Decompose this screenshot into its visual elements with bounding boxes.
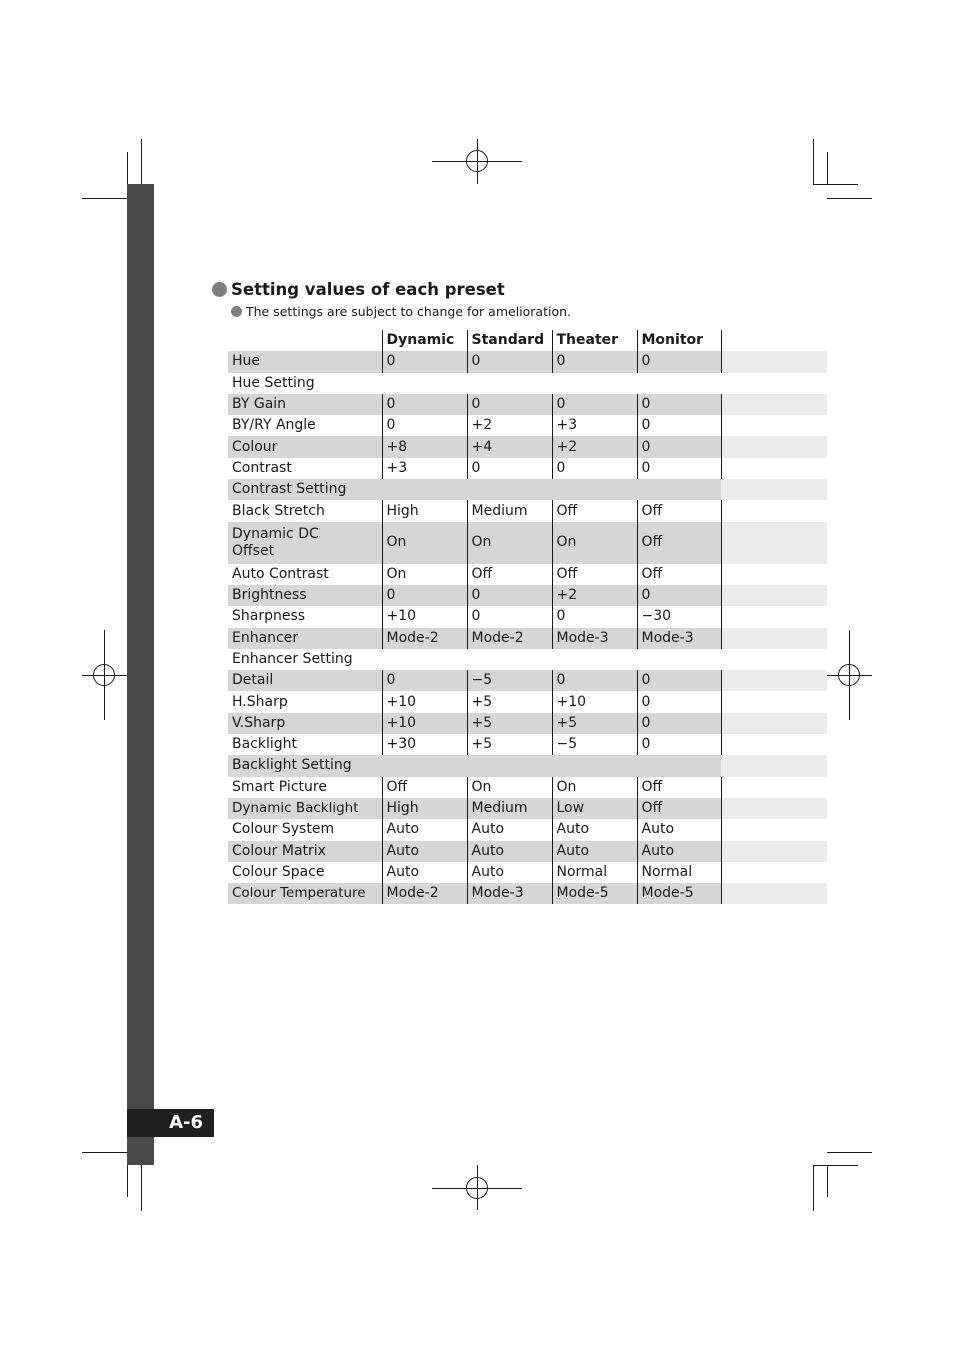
cell: +5 [467, 713, 552, 734]
cell: 0 [552, 458, 637, 479]
table-row [228, 691, 827, 712]
column-header: Monitor [637, 330, 721, 351]
cell: 0 [637, 670, 721, 691]
cell: +10 [382, 713, 467, 734]
cell: 0 [637, 713, 721, 734]
row-label: Smart Picture [228, 777, 382, 798]
cell: +30 [382, 734, 467, 755]
cell: +10 [382, 606, 467, 627]
cell: Off [637, 564, 721, 585]
row-label: Enhancer [228, 628, 382, 649]
cell: Normal [552, 862, 637, 883]
cell: 0 [467, 351, 552, 372]
cell: Mode-3 [637, 628, 721, 649]
table-row [228, 628, 827, 649]
cell: Normal [637, 862, 721, 883]
cell: −30 [637, 606, 721, 627]
cell: 0 [382, 351, 467, 372]
cell: On [382, 564, 467, 585]
bullet-icon [212, 282, 227, 297]
table-row [228, 883, 827, 904]
row-label: Sharpness [228, 606, 382, 627]
table-row [228, 777, 827, 798]
table-row [228, 585, 827, 606]
cell: Medium [467, 500, 552, 521]
table-row [228, 373, 827, 394]
table-row [228, 755, 827, 776]
column-header: Theater [552, 330, 637, 351]
cell: Auto [382, 819, 467, 840]
section-heading-text: Setting values of each preset [231, 280, 505, 299]
table-row [228, 649, 827, 670]
cell: Off [637, 522, 721, 564]
cell: Off [637, 798, 721, 819]
table-row [228, 415, 827, 436]
row-label: Colour System [228, 819, 382, 840]
cell: +5 [552, 713, 637, 734]
cell: Auto [467, 841, 552, 862]
cell: Off [552, 500, 637, 521]
row-label: BY/RY Angle [228, 415, 382, 436]
cell: Auto [637, 819, 721, 840]
cell: Off [467, 564, 552, 585]
cell: −5 [552, 734, 637, 755]
table-row [228, 564, 827, 585]
table-row [228, 479, 827, 500]
row-label: Contrast Setting [228, 479, 721, 500]
cell: +5 [467, 734, 552, 755]
cell: 0 [637, 351, 721, 372]
table-row [228, 841, 827, 862]
cell: Off [382, 777, 467, 798]
cell: Mode-2 [382, 628, 467, 649]
table-row [228, 713, 827, 734]
cell: Mode-3 [552, 628, 637, 649]
cell: 0 [637, 394, 721, 415]
cell: Off [552, 564, 637, 585]
table-row [228, 522, 827, 564]
preset-table [228, 330, 827, 904]
cell: −5 [467, 670, 552, 691]
table-row [228, 351, 827, 372]
cell: On [552, 777, 637, 798]
row-label: Brightness [228, 585, 382, 606]
table-row [228, 670, 827, 691]
row-label: Contrast [228, 458, 382, 479]
cell: +2 [467, 415, 552, 436]
table-row [228, 458, 827, 479]
cell: Mode-2 [467, 628, 552, 649]
bullet-icon [231, 306, 242, 317]
cell: +2 [552, 585, 637, 606]
row-label: Backlight [228, 734, 382, 755]
cell: Auto [467, 819, 552, 840]
table-row [228, 606, 827, 627]
note-text: The settings are subject to change for amelioration. [246, 304, 572, 319]
row-label: Hue Setting [232, 374, 315, 391]
cell: 0 [382, 394, 467, 415]
table-row [228, 798, 827, 819]
cell: +3 [382, 458, 467, 479]
row-label: Colour Space [228, 862, 382, 883]
row-label: H.Sharp [228, 691, 382, 712]
cell: 0 [637, 436, 721, 457]
cell: 0 [637, 458, 721, 479]
cell: Mode-2 [382, 883, 467, 904]
cell: 0 [552, 394, 637, 415]
cell: 0 [552, 670, 637, 691]
cell: 0 [467, 458, 552, 479]
section-heading [212, 279, 505, 301]
row-label: Colour Temperature [228, 883, 382, 904]
cell: +8 [382, 436, 467, 457]
cell: +5 [467, 691, 552, 712]
cell: On [382, 522, 467, 564]
row-label: Colour Matrix [228, 841, 382, 862]
cell: 0 [467, 394, 552, 415]
cell: Off [637, 500, 721, 521]
cell: High [382, 500, 467, 521]
row-label: V.Sharp [228, 713, 382, 734]
table-row [228, 394, 827, 415]
cell: 0 [382, 585, 467, 606]
table-row [228, 819, 827, 840]
row-label: Dynamic Backlight [228, 798, 382, 819]
column-header: Dynamic [382, 330, 467, 351]
cell: Mode-3 [467, 883, 552, 904]
row-label: Detail [228, 670, 382, 691]
cell: Off [637, 777, 721, 798]
cell: Auto [637, 841, 721, 862]
cell: +4 [467, 436, 552, 457]
row-label: Black Stretch [228, 500, 382, 521]
table-row [228, 500, 827, 521]
cell: Medium [467, 798, 552, 819]
cell: Mode-5 [637, 883, 721, 904]
side-bar [127, 184, 154, 1165]
cell: 0 [637, 415, 721, 436]
cell: 0 [382, 670, 467, 691]
cell: Mode-5 [552, 883, 637, 904]
cell: +10 [382, 691, 467, 712]
header-blank [228, 330, 382, 351]
cell: Auto [552, 819, 637, 840]
row-label: Backlight Setting [228, 755, 721, 776]
table-header-row [228, 330, 827, 351]
cell: 0 [637, 734, 721, 755]
cell: 0 [552, 606, 637, 627]
cell: 0 [467, 606, 552, 627]
cell: +2 [552, 436, 637, 457]
cell: On [467, 522, 552, 564]
cell: 0 [552, 351, 637, 372]
page-number-tab: A-6 [127, 1109, 214, 1137]
cell: 0 [382, 415, 467, 436]
cell: Auto [382, 862, 467, 883]
column-header: Standard [467, 330, 552, 351]
row-label: Hue [228, 351, 382, 372]
cell: +3 [552, 415, 637, 436]
cell: Low [552, 798, 637, 819]
table-row [228, 862, 827, 883]
row-label: Auto Contrast [228, 564, 382, 585]
cell: 0 [637, 585, 721, 606]
cell: +10 [552, 691, 637, 712]
cell: 0 [467, 585, 552, 606]
cell: Auto [467, 862, 552, 883]
row-label: Enhancer Setting [232, 651, 353, 667]
table-row [228, 436, 827, 457]
cell: 0 [637, 691, 721, 712]
header-blank [721, 330, 827, 351]
cell: On [467, 777, 552, 798]
cell: Auto [552, 841, 637, 862]
row-label: BY Gain [228, 394, 382, 415]
table-row [228, 734, 827, 755]
cell: High [382, 798, 467, 819]
cell: Auto [382, 841, 467, 862]
cell: On [552, 522, 637, 564]
note [231, 304, 571, 320]
row-label: Colour [228, 436, 382, 457]
row-label: Dynamic DC Offset [228, 522, 382, 564]
